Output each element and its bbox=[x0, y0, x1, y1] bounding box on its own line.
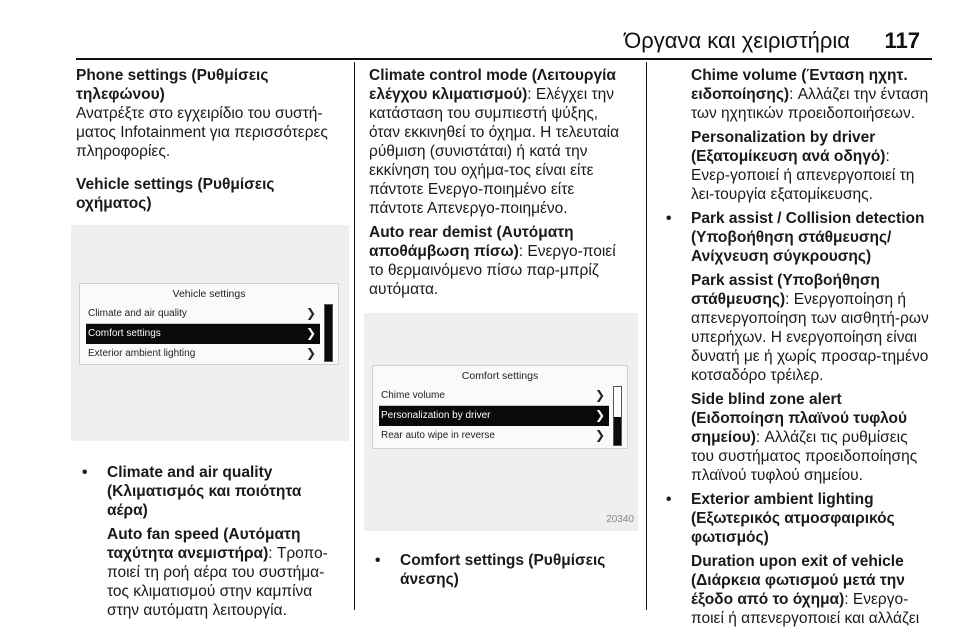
vehicle-settings-screen bbox=[79, 283, 339, 365]
screen-row-selected bbox=[86, 324, 320, 344]
personalization-item bbox=[691, 128, 932, 204]
column-1 bbox=[76, 66, 344, 620]
screen-row-label: Personalization by driver bbox=[381, 410, 491, 421]
bullet-icon: • bbox=[666, 491, 672, 508]
description: : Ελέγχει την κατάσταση του συμπιεστή ψύξης, όταν εκκινηθεί το όχημα. Η τελευταία ρύθμιση (συνιστάται) ή κατά την εκκίνηση του οχήμα-τος είναι είτε πάντοτε Ενεργο-ποιημένο είτε πάντοτε Απενεργο-ποιημένο. bbox=[369, 86, 620, 217]
term: Auto fan speed (Αυτόματη ταχύτητα ανεμιστήρα) bbox=[107, 526, 301, 562]
term: Park assist (Υποβοήθηση στάθμευσης) bbox=[691, 272, 880, 308]
vehicle-settings-heading: Vehicle settings (Ρυθμίσεις οχήματος) bbox=[76, 176, 275, 212]
bullet-comfort-settings bbox=[369, 551, 633, 589]
chime-volume-item bbox=[691, 66, 932, 123]
screen-row-selected bbox=[379, 406, 609, 426]
screen-row bbox=[379, 386, 609, 406]
column-divider-2 bbox=[646, 62, 647, 610]
header-rule bbox=[76, 58, 932, 60]
phone-settings-text: Ανατρέξτε στο εγχειρίδιο του συστή-ματος Infotainment για περισσότερες πληροφορίες. bbox=[76, 105, 328, 160]
screen-scrollbar bbox=[613, 386, 622, 446]
park-assist-item bbox=[691, 271, 932, 385]
chevron-right-icon: ❯ bbox=[305, 346, 316, 360]
screen-row-label: Comfort settings bbox=[88, 328, 161, 339]
side-blind-zone-item bbox=[691, 390, 932, 485]
climate-control-mode-item bbox=[369, 66, 633, 218]
screen-row-label: Exterior ambient lighting bbox=[88, 348, 196, 359]
comfort-settings-screen bbox=[372, 365, 628, 449]
phone-settings-heading: Phone settings (Ρυθμίσεις τηλεφώνου) bbox=[76, 67, 269, 103]
description: : Ενεργοποίηση ή απενεργοποίηση των αισθητή-ρων υπερήχων. Η ενεργοποίηση είναι δυνατή με ή χωρίς προσαρ-τημένο κοτσαδόρο τρέιλερ. bbox=[691, 291, 929, 384]
screen-title: Comfort settings bbox=[461, 370, 539, 382]
term: Side blind zone alert (Ειδοποίηση πλαϊνού τυφλού σημείου) bbox=[691, 391, 908, 446]
auto-rear-demist-item bbox=[369, 223, 633, 299]
chevron-right-icon: ❯ bbox=[594, 408, 605, 422]
term: Chime volume (Ένταση ηχητ. ειδοποίησης) bbox=[691, 67, 908, 103]
chevron-right-icon: ❯ bbox=[305, 306, 316, 320]
bullet-park-assist bbox=[660, 209, 932, 485]
comfort-subitems bbox=[660, 66, 932, 204]
description: : Ενερ-γοποιεί ή απενεργοποιεί τη λει-τουργία εξατομίκευσης. bbox=[691, 148, 915, 203]
column-2 bbox=[369, 66, 633, 589]
comfort-settings-figure bbox=[364, 313, 638, 531]
term: Climate control mode (Λειτουργία ελέγχου κλιματισμού) bbox=[369, 67, 616, 103]
bullet-icon: • bbox=[375, 552, 381, 569]
bullet-heading: Climate and air quality (Κλιματισμός και ποιότητα αέρα) bbox=[107, 464, 302, 519]
vehicle-settings-figure bbox=[71, 225, 349, 441]
bullet-icon: • bbox=[82, 464, 88, 481]
scrollbar-thumb bbox=[614, 417, 621, 445]
bullet-heading: Exterior ambient lighting (Εξωτερικός ατμοσφαιρικός φωτισμός) bbox=[691, 491, 895, 546]
screen-row-label: Climate and air quality bbox=[88, 308, 187, 319]
column-3 bbox=[660, 66, 932, 628]
chevron-right-icon: ❯ bbox=[305, 326, 316, 340]
page-number: 117 bbox=[884, 28, 920, 53]
description: : Αλλάζει την ένταση των ηχητικών προειδοποιήσεων. bbox=[691, 86, 929, 122]
screen-row-label: Rear auto wipe in reverse bbox=[381, 430, 495, 441]
screen-scrollbar bbox=[324, 304, 333, 362]
description: : Ενεργο-ποιεί το θερμαινόμενο πίσω παρ-μπρίζ αυτόματα. bbox=[369, 243, 616, 298]
screen-title: Vehicle settings bbox=[172, 288, 246, 300]
screen-row bbox=[86, 304, 320, 324]
description: : Τροπο-ποιεί τη ροή αέρα του συστήμα-τος κλιματισμού στην καμπίνα στην αυτόματη λειτουργία. bbox=[107, 545, 328, 619]
page-header-title: Όργανα και χειριστήρια bbox=[624, 28, 850, 53]
description: : Ενεργο-ποιεί ή απενεργοποιεί και αλλάζει bbox=[691, 591, 920, 627]
term: Auto rear demist (Αυτόματη αποθάμβωση πίσω) bbox=[369, 224, 574, 260]
screen-row bbox=[379, 426, 609, 445]
screen-row bbox=[86, 344, 320, 363]
chevron-right-icon: ❯ bbox=[594, 388, 605, 402]
bullet-icon: • bbox=[666, 210, 672, 227]
bullet-climate-air-quality bbox=[76, 463, 344, 620]
bullet-heading: Comfort settings (Ρυθμίσεις άνεσης) bbox=[400, 552, 606, 588]
figure-id: 20340 bbox=[606, 514, 634, 525]
term: Duration upon exit of vehicle (Διάρκεια φωτισμού μετά την έξοδο από το όχημα) bbox=[691, 553, 905, 608]
term: Personalization by driver (Εξατομίκευση ανά οδηγό) bbox=[691, 129, 886, 165]
scrollbar-thumb bbox=[325, 305, 332, 361]
screen-row-label: Chime volume bbox=[381, 390, 445, 401]
bullet-heading: Park assist / Collision detection (Υποβοήθηση στάθμευσης/ Ανίχνευση σύγκρουσης) bbox=[691, 210, 925, 265]
column-divider-1 bbox=[354, 62, 355, 610]
chevron-right-icon: ❯ bbox=[594, 428, 605, 442]
bullet-exterior-lighting bbox=[660, 490, 932, 628]
duration-exit-item bbox=[691, 552, 932, 628]
auto-fan-speed-item bbox=[107, 525, 344, 620]
description: : Αλλάζει τις ρυθμίσεις του συστήματος προειδοποίησης πλαϊνού τυφλού σημείου. bbox=[691, 429, 918, 484]
